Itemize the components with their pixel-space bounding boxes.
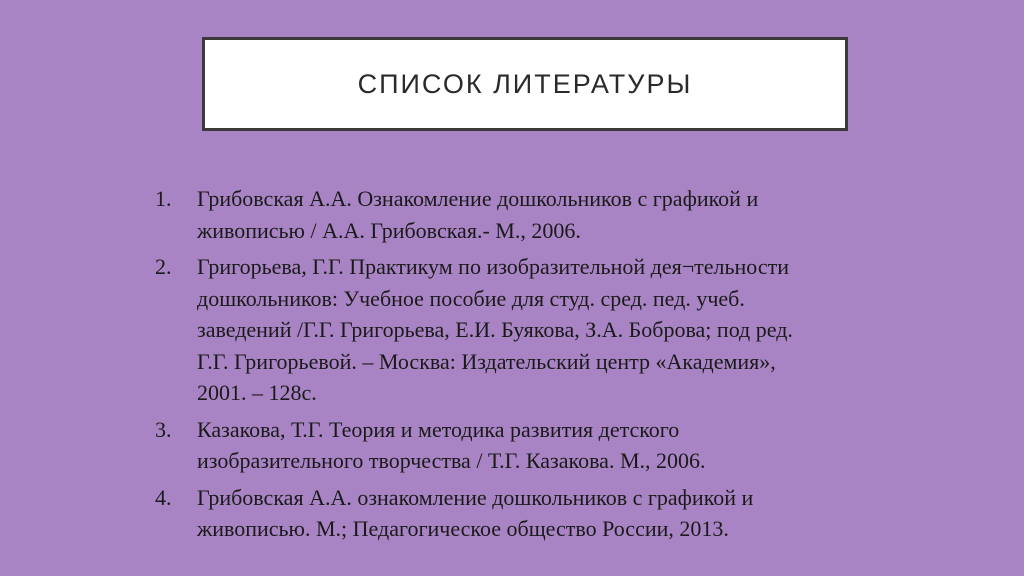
reference-item-1 xyxy=(155,183,895,246)
reference-number: 3. xyxy=(155,416,172,442)
reference-number: 1. xyxy=(155,186,172,211)
reference-text: Грибовская А.А. Ознакомление дошкольников с графикой и живописью / А.А. Грибовская.- М., 2006. xyxy=(197,186,759,243)
reference-number: 2. xyxy=(155,254,172,279)
title-box xyxy=(202,37,848,131)
reference-item-3 xyxy=(155,414,895,477)
reference-item-2 xyxy=(155,251,895,409)
reference-list xyxy=(155,183,895,550)
reference-item-4 xyxy=(155,482,895,545)
reference-text: Казакова, Т.Г. Теория и методика развития детского изобразительного творчества / Т.Г. Казакова. М., 2006. xyxy=(197,416,706,473)
reference-text: Григорьева, Г.Г. Практикум по изобразительной дея¬тельности дошкольников: Учебное пособие для студ. сред. пед. учеб. заведений /Г.Г. Григорьева, Е.И. Буякова, З.А. Боброва; под ред. Г.Г. Григорьевой. – Москва: Издательский центр «Академия», 2001. – 128с. xyxy=(197,254,793,405)
reference-number: 4. xyxy=(155,484,172,510)
reference-text: Грибовская А.А. ознакомление дошкольников с графикой и живописью. М.; Педагогическое общество России, 2013. xyxy=(197,484,754,541)
slide-title: СПИСОК ЛИТЕРАТУРЫ xyxy=(357,68,693,99)
